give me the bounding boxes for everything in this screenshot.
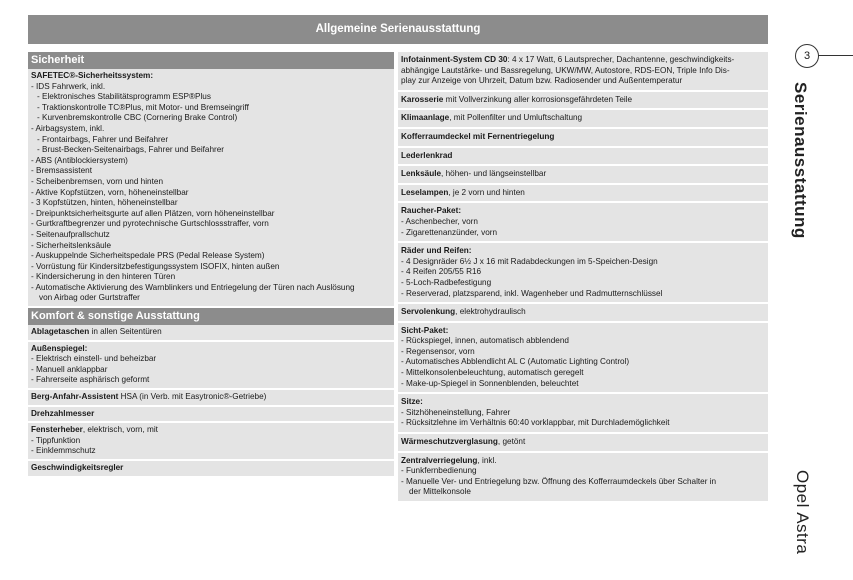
feature-block <box>28 407 394 422</box>
feature-title: Raucher-Paket: <box>401 206 462 216</box>
feature-title: Infotainment-System CD 30 <box>401 55 508 64</box>
feature-heading <box>31 327 391 338</box>
feature-block <box>28 461 394 476</box>
right-column <box>398 52 768 503</box>
feature-title: Drehzahlmesser <box>31 408 95 418</box>
feature-title: Sicht-Paket: <box>401 325 449 335</box>
feature-heading <box>401 246 765 257</box>
feature-detail: mit Vollverzinkung aller korrosionsgefährdeten Teile <box>443 94 633 104</box>
list-item: - Frontairbags, Fahrer und Beifahrer <box>37 134 169 144</box>
page-number-rule <box>818 55 853 56</box>
feature-title: Leselampen <box>401 187 449 197</box>
feature-title: Kofferraumdeckel <box>401 131 471 141</box>
list-item: play zur Anzeige von Uhrzeit, Datum bzw. Radiosender und Außentemperatur <box>401 76 683 86</box>
list-item: - Traktionskontrolle TC®Plus, mit Motor- und Bremseingriff <box>37 102 249 112</box>
list-item: - Brust-Becken-Seitenairbags, Fahrer und Beifahrer <box>37 145 225 155</box>
feature-title: Ablagetaschen <box>31 327 90 337</box>
feature-heading <box>401 397 765 408</box>
list-item: - Elektronisches Stabilitätsprogramm ESP®Plus <box>37 92 211 102</box>
list-item: - Kindersicherung in den hinteren Türen <box>31 272 176 282</box>
feature-block <box>398 129 768 146</box>
list-item: - Rücksitzlehne im Verhältnis 60:40 vorklappbar, mit Durchlademöglichkeit <box>401 418 670 428</box>
feature-heading <box>401 151 765 162</box>
feature-detail: , elektrohydraulisch <box>455 307 526 317</box>
feature-heading <box>401 169 765 180</box>
feature-title: Geschwindigkeitsregler <box>31 463 124 472</box>
list-item: - Gurtkraftbegrenzer und pyrotechnische Gurtschlossstraffer, vorn <box>31 219 269 229</box>
feature-heading <box>31 425 391 436</box>
feature-title: Berg-Anfahr-Assistent <box>31 392 119 402</box>
feature-heading <box>401 55 765 66</box>
list-item: - Fahrerseite asphärisch geformt <box>31 375 150 385</box>
feature-detail: , elektrisch, vorn, mit <box>82 425 158 435</box>
list-item: - Airbagsystem, inkl. <box>31 123 105 133</box>
feature-block <box>398 166 768 183</box>
list-item: - Bremsassistent <box>31 166 92 176</box>
list-item: der Mittelkonsole <box>409 487 471 497</box>
feature-heading <box>401 132 765 143</box>
feature-heading <box>31 344 391 355</box>
feature-title: Klimaanlage <box>401 113 450 123</box>
list-item: - Elektrisch einstell- und beheizbar <box>31 354 157 364</box>
list-item: - 3 Kopfstützen, hinten, höheneinstellbar <box>31 198 178 208</box>
feature-title: Fensterheber <box>31 425 83 435</box>
block-title: SAFETEC®-Sicherheitssystem: <box>31 71 154 80</box>
feature-block <box>398 243 768 302</box>
feature-block <box>398 304 768 321</box>
feature-detail: : 4 x 17 Watt, 6 Lautsprecher, Dachantenne, geschwindigkeits- <box>507 55 735 64</box>
list-item: - Rückspiegel, innen, automatisch abblendend <box>401 336 569 346</box>
feature-heading <box>401 206 765 217</box>
feature-title: Lederlenkrad <box>401 150 453 160</box>
feature-heading <box>401 95 765 106</box>
feature-title: Servolenkung <box>401 307 456 317</box>
feature-block <box>28 342 394 388</box>
feature-heading <box>401 437 765 448</box>
list-item: - Scheibenbremsen, vorn und hinten <box>31 176 163 186</box>
list-item: - Mittelkonsolenbeleuchtung, automatisch geregelt <box>401 368 584 378</box>
feature-title: Außenspiegel: <box>31 343 88 353</box>
feature-detail: , je 2 vorn und hinten <box>448 187 525 197</box>
feature-detail: , mit Pollenfilter und Umluftschaltung <box>449 113 583 123</box>
feature-detail: , höhen- und längseinstellbar <box>441 169 547 179</box>
list-item: - Sitzhöheneinstellung, Fahrer <box>401 407 511 417</box>
feature-detail: , getönt <box>497 437 526 447</box>
list-item: - Manuelle Ver- und Entriegelung bzw. Öffnung des Kofferraumdeckels über Schalter in <box>401 476 717 486</box>
list-item: - 5-Loch-Radbefestigung <box>401 277 492 287</box>
feature-detail: , inkl. <box>477 455 497 465</box>
list-item: - Einklemmschutz <box>31 446 96 456</box>
feature-title: Räder und Reifen: <box>401 246 472 256</box>
feature-block <box>398 323 768 393</box>
page-number: 3 <box>795 44 819 68</box>
list-item: - 4 Designräder 6½ J x 16 mit Radabdeckungen im 5-Speichen-Design <box>401 256 658 266</box>
feature-title: Karosserie <box>401 94 444 104</box>
list-item: - Funkfernbedienung <box>401 466 477 476</box>
feature-block <box>398 148 768 165</box>
komfort-blocks <box>28 325 394 476</box>
feature-heading <box>31 392 391 403</box>
list-item: abhängige Lautstärke- und Bassregelung, UKW/MW, Autostore, RDS-EON, Triple Info Dis- <box>401 65 730 75</box>
feature-title: Lenksäule <box>401 169 442 179</box>
feature-block <box>398 110 768 127</box>
feature-block <box>398 185 768 202</box>
list-item: - Dreipunktsicherheitsgurte auf allen Plätzen, vorn höheneinstellbar <box>31 208 275 218</box>
list-item: - 4 Reifen 205/55 R16 <box>401 267 482 277</box>
side-label-model: Opel Astra <box>793 470 812 555</box>
sicherheit-block <box>28 69 394 306</box>
list-item: - Reserverad, platzsparend, inkl. Wagenheber und Radmutternschlüssel <box>401 288 663 298</box>
feature-block <box>28 423 394 459</box>
feature-heading <box>31 463 391 474</box>
list-item: - ABS (Antiblockiersystem) <box>31 155 128 165</box>
list-item: - Kurvenbremskontrolle CBC (Cornering Brake Control) <box>37 113 238 123</box>
feature-block <box>398 434 768 451</box>
list-item: - Zigarettenanzünder, vorn <box>401 227 498 237</box>
list-item: - Automatische Aktivierung des Warnblinkers und Entriegelung der Türen nach Auslösung <box>31 282 355 292</box>
feature-title: Sitze: <box>401 397 423 407</box>
list-item: - Make-up-Spiegel in Sonnenblenden, beleuchtet <box>401 378 579 388</box>
section-title-sicherheit: Sicherheit <box>28 52 394 69</box>
feature-title: Wärmeschutzverglasung <box>401 437 498 447</box>
feature-title: Zentralverriegelung <box>401 455 478 465</box>
feature-heading <box>401 113 765 124</box>
feature-heading <box>401 456 765 467</box>
feature-block <box>398 453 768 501</box>
list-item: - Vorrüstung für Kindersitzbefestigungssystem ISOFIX, hinten außen <box>31 261 280 271</box>
feature-heading <box>401 326 765 337</box>
list-item: - Aschenbecher, vorn <box>401 216 478 226</box>
feature-detail: in allen Seitentüren <box>89 327 162 337</box>
feature-block <box>398 52 768 90</box>
list-item: - Aktive Kopfstützen, vorn, höheneinstellbar <box>31 187 189 197</box>
feature-block <box>398 92 768 109</box>
list-item: - IDS Fahrwerk, inkl. <box>31 81 106 91</box>
feature-heading <box>401 188 765 199</box>
side-label-section: Serienausstattung <box>791 82 810 239</box>
feature-detail: mit Fernentriegelung <box>470 131 555 141</box>
list-item: von Airbag oder Gurtstraffer <box>39 293 140 303</box>
feature-block <box>398 203 768 241</box>
feature-detail: HSA (in Verb. mit Easytronic®-Getriebe) <box>118 392 267 402</box>
list-item: - Tippfunktion <box>31 435 81 445</box>
feature-heading <box>31 409 391 420</box>
list-item: - Automatisches Abblendlicht AL C (Automatic Lighting Control) <box>401 357 630 367</box>
list-item: - Regensensor, vorn <box>401 346 475 356</box>
list-item: - Manuell anklappbar <box>31 364 108 374</box>
list-item: - Auskuppelnde Sicherheitspedale PRS (Pedal Release System) <box>31 251 265 261</box>
list-item: - Sicherheitslenksäule <box>31 240 112 250</box>
feature-heading <box>401 307 765 318</box>
left-column <box>28 52 394 478</box>
list-item: - Seitenaufprallschutz <box>31 229 110 239</box>
page-header: Allgemeine Serienausstattung <box>28 15 768 44</box>
section-title-komfort: Komfort & sonstige Ausstattung <box>28 308 394 325</box>
feature-block <box>398 394 768 432</box>
feature-block <box>28 390 394 405</box>
feature-block <box>28 325 394 340</box>
